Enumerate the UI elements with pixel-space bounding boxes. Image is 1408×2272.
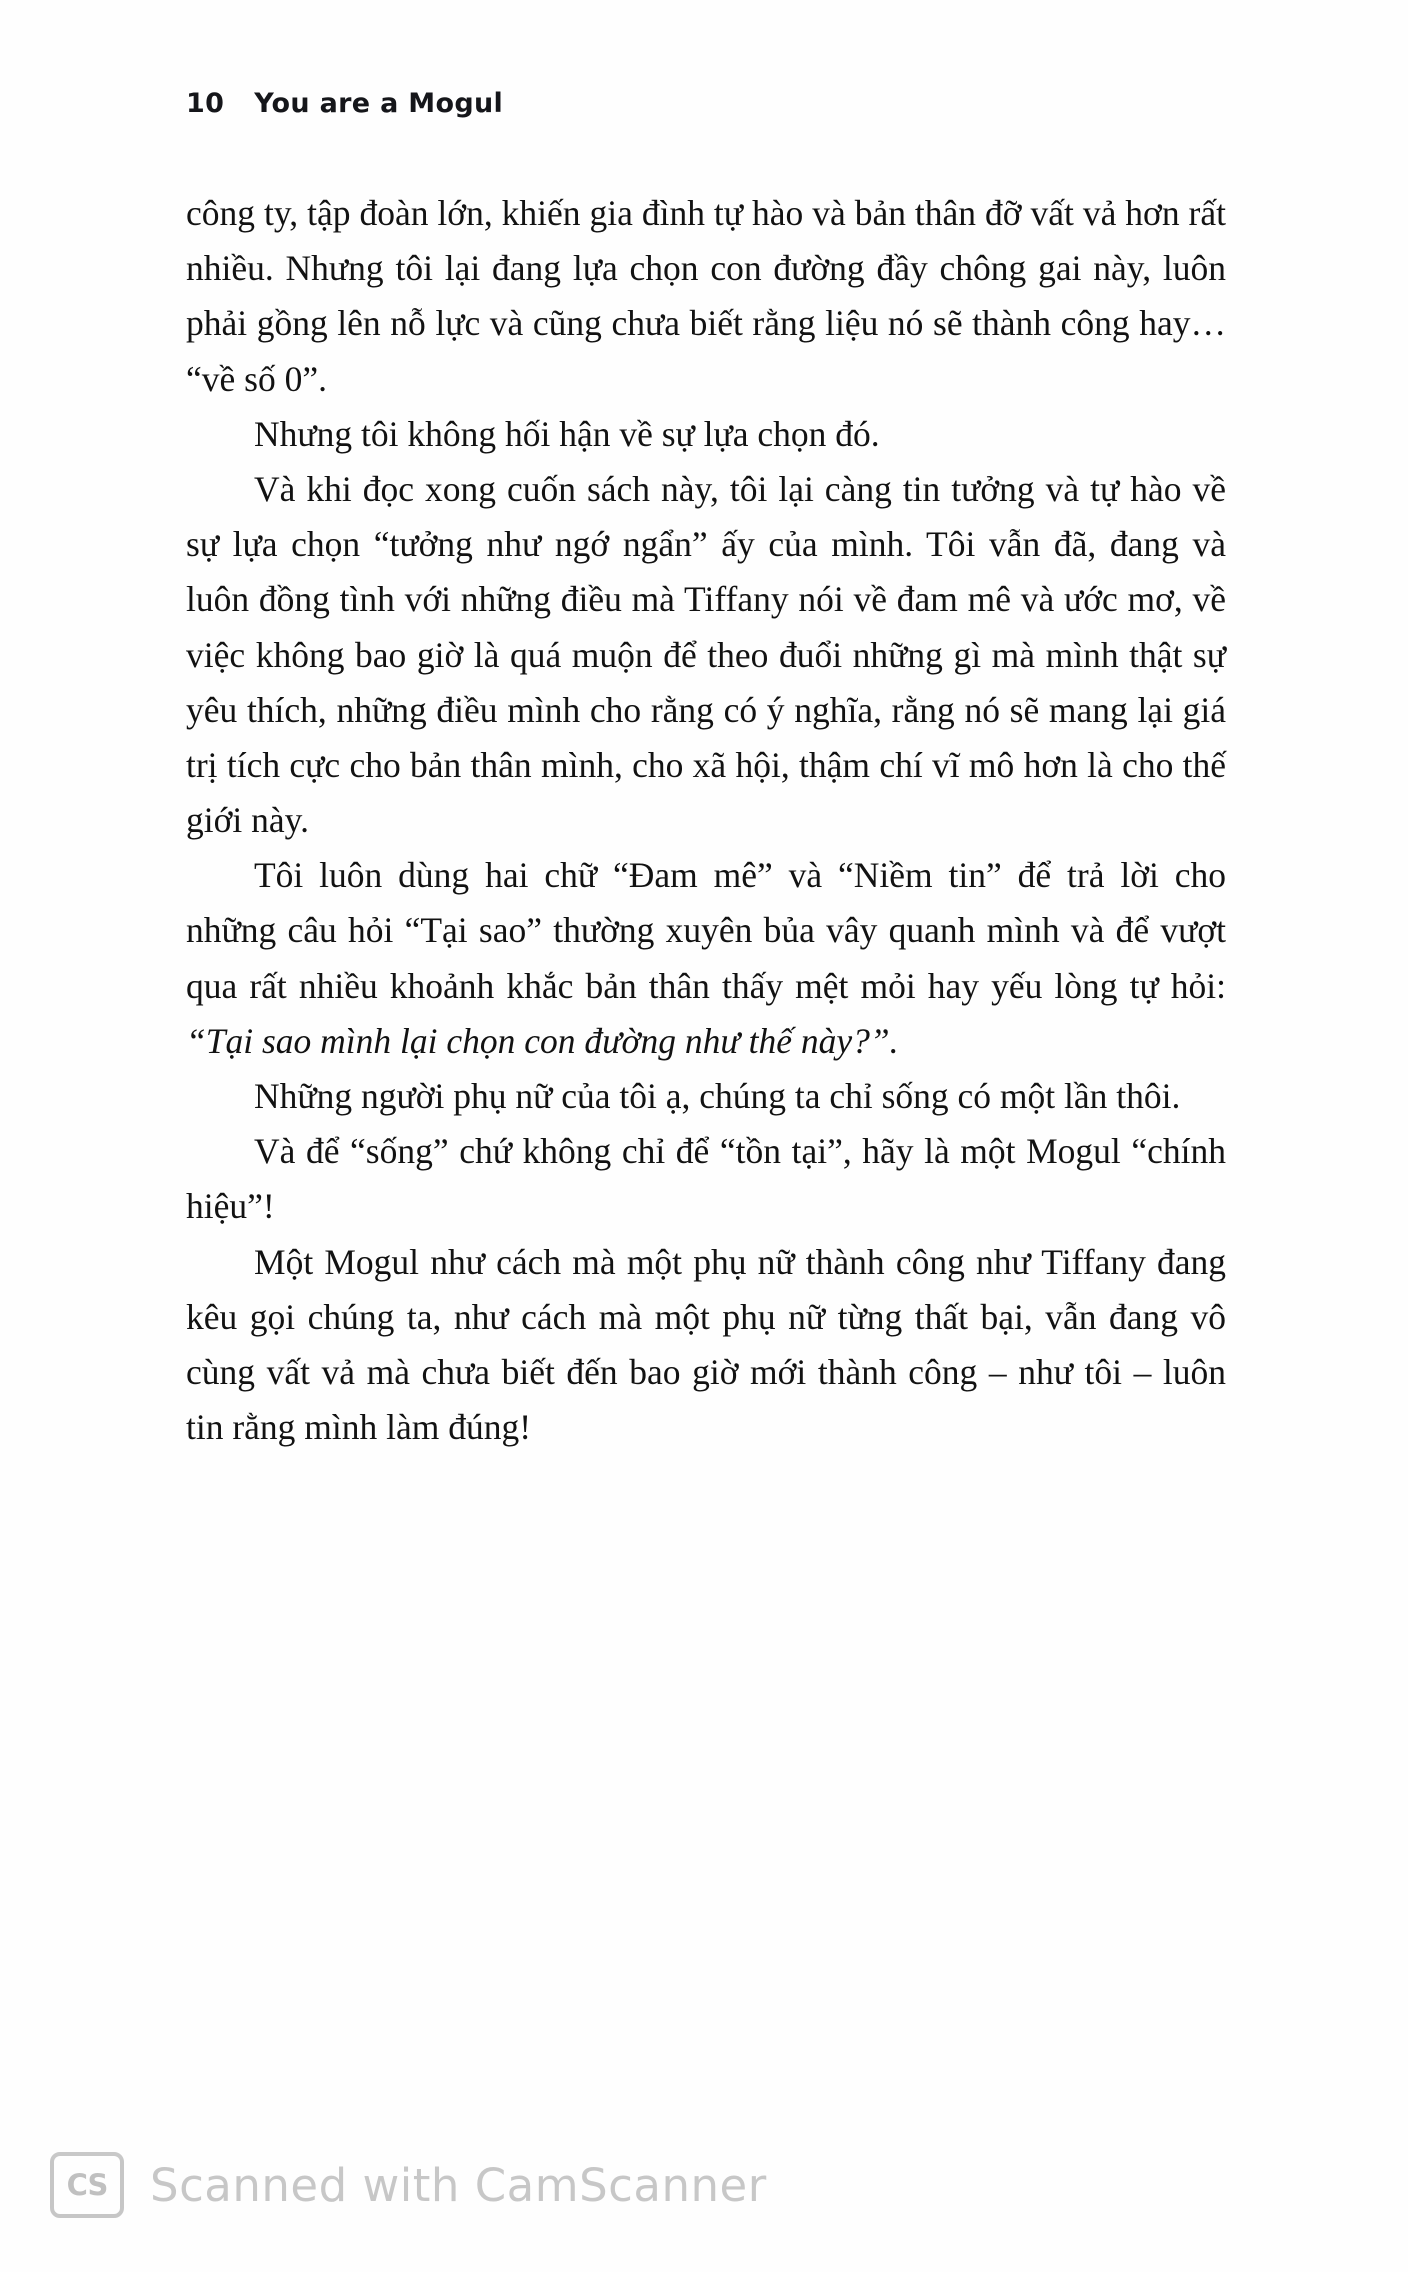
camscanner-logo-icon: CS bbox=[50, 2152, 124, 2218]
page-header bbox=[186, 88, 503, 119]
camscanner-watermark bbox=[50, 2152, 767, 2218]
body-text bbox=[186, 186, 1226, 1455]
paragraph-6: Và để “sống” chứ không chỉ để “tồn tại”, hãy là một Mogul “chính hiệu”! bbox=[186, 1131, 1226, 1227]
paragraph-4-quote: “Tại sao mình lại chọn con đường như thế này?”. bbox=[186, 1020, 899, 1061]
running-title: You are a Mogul bbox=[254, 88, 504, 119]
paragraph-7: Một Mogul như cách mà một phụ nữ thành công như Tiffany đang kêu gọi chúng ta, như cách mà một phụ nữ từng thất bại, vẫn đang vô cùng vất vả mà chưa biết đến bao giờ mới thành công – như tôi – luôn tin rằng mình làm đúng! bbox=[186, 1241, 1226, 1448]
camscanner-watermark-text: Scanned with CamScanner bbox=[150, 2158, 767, 2212]
paragraph-2: Nhưng tôi không hối hận về sự lựa chọn đó. bbox=[254, 413, 880, 454]
paragraph-4-lead: Tôi luôn dùng hai chữ “Đam mê” và “Niềm tin” để trả lời cho những câu hỏi “Tại sao” thường xuyên bủa vây quanh mình và để vượt qua rất nhiều khoảnh khắc bản thân thấy mệt mỏi hay yếu lòng tự hỏi: bbox=[186, 855, 1226, 1006]
paragraph-5: Những người phụ nữ của tôi ạ, chúng ta chỉ sống có một lần thôi. bbox=[254, 1076, 1181, 1116]
paragraph-1: công ty, tập đoàn lớn, khiến gia đình tự hào và bản thân đỡ vất vả hơn rất nhiều. Nhưng tôi lại đang lựa chọn con đường đầy chông gai này, luôn phải gồng lên nỗ lực và cũng chưa biết rằng liệu nó sẽ thành công hay… “về số 0”. bbox=[186, 193, 1226, 399]
page-number: 10 bbox=[186, 88, 225, 119]
paragraph-3: Và khi đọc xong cuốn sách này, tôi lại càng tin tưởng và tự hào về sự lựa chọn “tưởng như ngớ ngẩn” ấy của mình. Tôi vẫn đã, đang và luôn đồng tình với những điều mà Tiffany nói về đam mê và ước mơ, về việc không bao giờ là quá muộn để theo đuổi những gì mà mình thật sự yêu thích, những điều mình cho rằng có ý nghĩa, rằng nó sẽ mang lại giá trị tích cực cho bản thân mình, cho xã hội, thậm chí vĩ mô hơn là cho thế giới này. bbox=[186, 468, 1226, 841]
paragraph-4 bbox=[186, 848, 1226, 1069]
